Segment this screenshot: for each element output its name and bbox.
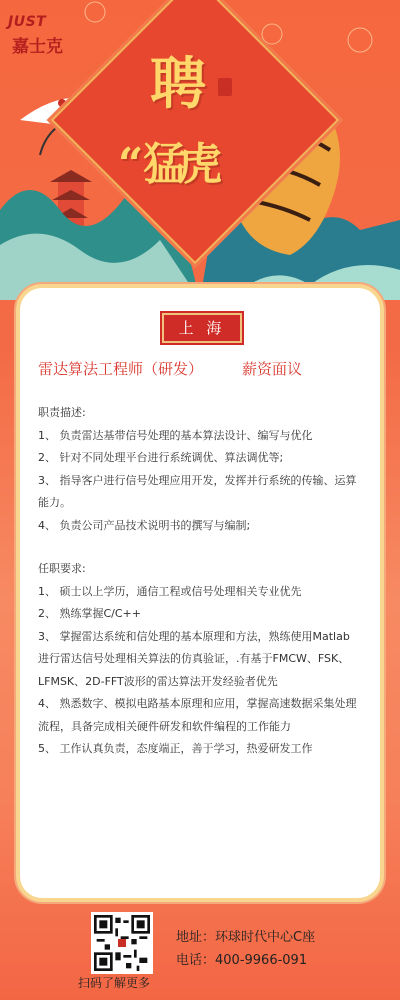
list-item: 4、 熟悉数字、模拟电路基本原理和应用，掌握高速数据采集处理流程，具备完成相关硬件研发和软件编程的工作能力	[38, 697, 357, 733]
firework-left	[85, 2, 105, 22]
hero-title-char-2: “猛	[118, 139, 188, 190]
requirements-section	[38, 558, 358, 761]
requirements-heading: 任职要求:	[38, 562, 86, 575]
logo-zh-text: 嘉士克	[12, 37, 63, 57]
company-logo	[8, 14, 78, 57]
list-item: 5、 工作认真负责，态度端正，善于学习，热爱研发工作	[38, 742, 313, 755]
firework-right-2	[262, 24, 282, 44]
list-item: 3、 指导客户进行信号处理应用开发，发挥并行系统的传输、运算能力。	[38, 473, 357, 509]
qr-code-icon[interactable]	[91, 912, 153, 974]
address-text: 地址：环球时代中心C座	[176, 930, 316, 945]
phone-text: 电话：400-9966-091	[176, 953, 308, 968]
list-item: 3、 掌握雷达系统和信处理的基本原理和方法，熟练使用Matlab进行雷达信号处理相关算法的仿真验证，.有基于FMCW、FSK、LFMSK、2D-FFT波形的雷达算法开发经验者优先	[38, 629, 350, 688]
seal-stamp-icon	[218, 78, 232, 96]
duties-section	[38, 402, 358, 537]
list-item: 2、 针对不同处理平台进行系统调优、算法调优等;	[38, 451, 284, 464]
qr-caption: 扫码了解更多	[78, 976, 151, 990]
hero-title-char-1: 聘	[150, 51, 206, 117]
firework-right	[348, 28, 372, 52]
salary-text: 薪资面议	[242, 360, 303, 378]
job-title: 雷达算法工程师（研发）	[38, 360, 204, 378]
list-item: 1、 负责雷达基带信号处理的基本算法设计、编写与优化	[38, 428, 313, 442]
list-item: 1、 硕士以上学历，通信工程或信号处理相关专业优先	[38, 584, 302, 598]
list-item: 2、 熟练掌握C/C++	[38, 607, 141, 620]
hero-title-char-3: 虎	[178, 139, 222, 190]
logo-en-text: JUST	[8, 14, 47, 30]
list-item: 4、 负责公司产品技术说明书的撰写与编制;	[38, 518, 251, 532]
city-badge: 上 海	[162, 313, 242, 343]
duties-heading: 职责描述:	[38, 406, 86, 419]
